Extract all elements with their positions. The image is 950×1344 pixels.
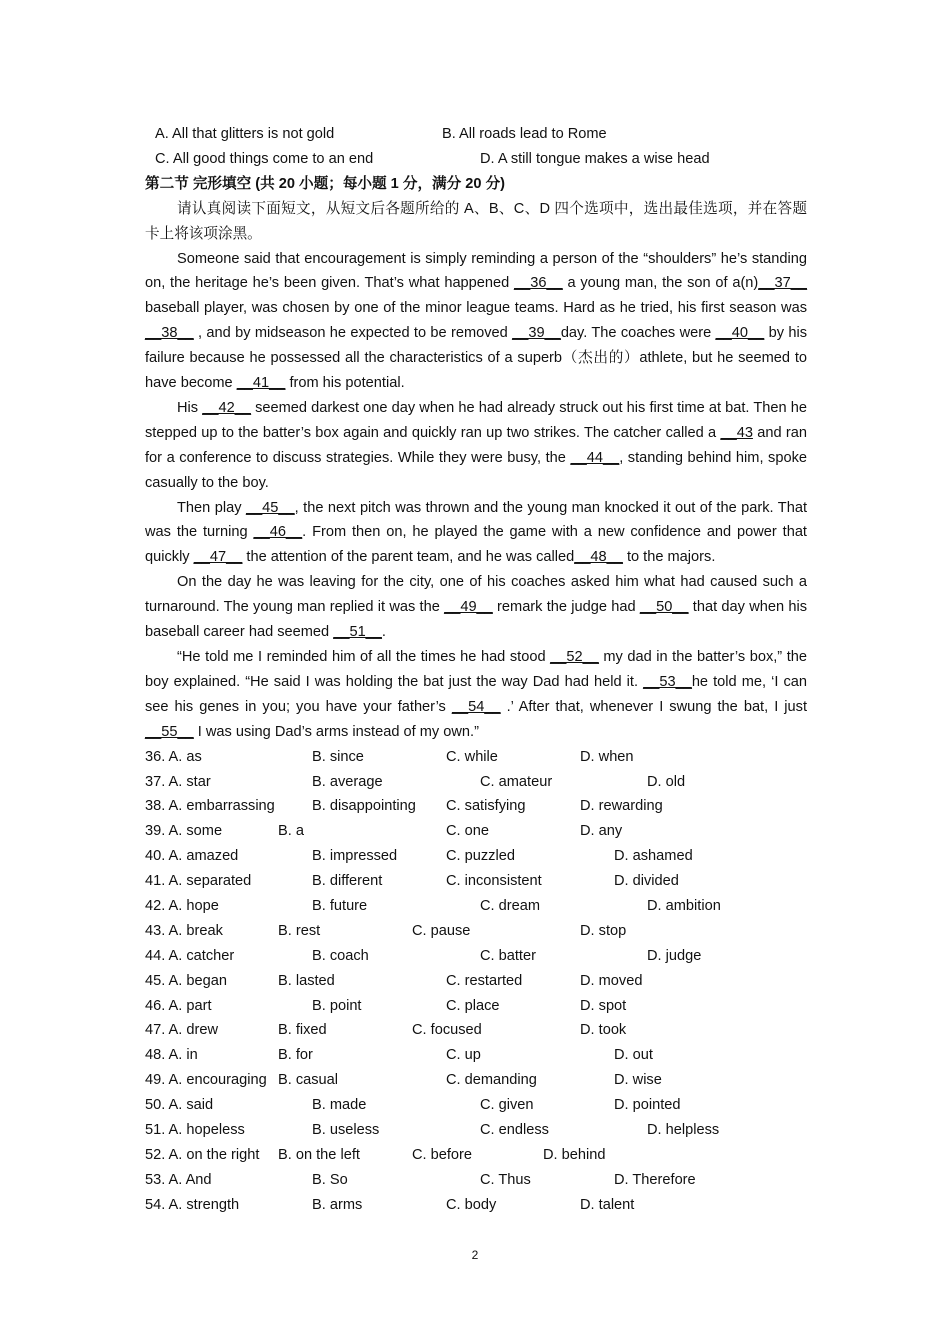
question-51: 51. A. hopeless B. useless C. endless D. helpless [145,1121,720,1138]
question-46: 46. A. part B. point C. place D. spot [145,997,627,1014]
blank-47: __47__ [193,549,243,566]
question-54: 54. A. strength B. arms C. body D. talent [145,1196,635,1213]
option-b: B. All roads lead to Rome [442,126,607,142]
section-heading: 第二节 完形填空 (共 20 小题；每小题 1 分，满分 20 分) [145,175,506,192]
question-39: 39. A. some B. a C. one D. any [145,823,623,840]
blank-37: __37__ [758,275,807,292]
question-list [145,745,807,1218]
question-52: 52. A. on the right B. on the left C. before D. behind [145,1146,606,1163]
blank-54: __54__ [451,698,501,715]
blank-41: __41__ [236,375,286,392]
question-43: 43. A. break B. rest C. pause D. stop [145,922,627,939]
question-47: 47. A. drew B. fixed C. focused D. took [145,1022,627,1039]
option-c: C. All good things come to an end [155,150,374,167]
exam-page [145,122,807,1218]
question-42: 42. A. hope B. future C. dream D. ambition [145,897,721,914]
prev-options-row-2 [145,147,807,172]
question-44: 44. A. catcher B. coach C. batter D. judge [145,947,702,964]
passage-paragraph-5: “He told me I reminded him of all the times he had stood __52__ my dad in the batter’s box,” the boy explained. “He said I was holding the bat just the way Dad had held it. __53__he told me, ‘I can see his genes in you; you have your father’s __54__ .’ After that, whenever I swung the bat, I just __55__ I was using Dad’s arms instead of my own.” [145,649,808,740]
blank-53: __53__ [643,673,692,690]
blank-44: __44__ [570,449,620,466]
passage-paragraph-1: Someone said that encouragement is simply reminding a person of the “shoulders” he’s standing on, the heritage he’s been given. That’s what happened __36__ a young man, the son of a(n)__37__ baseball player, was chosen by one of the minor league teams. Hard as he tried, his first season was __38__ , and by midseason he expected to be removed __39__day. The coaches were __40__ by his failure because he possessed all the characteristics of a superb（杰出的）athlete, but he seemed to have become __41__ from his potential. [145,250,807,392]
blank-42: __42__ [202,399,251,416]
instructions: 请认真阅读下面短文，从短文后各题所给的 A、B、C、D 四个选项中，选出最佳选项，并在答题卡上将该项涂黑。 [145,200,807,242]
page-number: 2 [471,1248,479,1262]
blank-43: __43 [720,424,753,441]
blank-50: __50__ [639,599,689,616]
question-37: 37. A. star B. average C. amateur D. old [145,773,686,790]
blank-49: __49__ [444,599,493,616]
blank-40: __40__ [715,325,765,342]
question-50: 50. A. said B. made C. given D. pointed [145,1097,681,1114]
blank-48: __48__ [574,549,623,566]
question-53: 53. A. And B. So C. Thus D. Therefore [145,1171,696,1188]
blank-39: __39__ [512,325,561,342]
option-d: D. A still tongue makes a wise head [480,150,710,167]
prev-options-row-1 [145,122,807,147]
question-49: 49. A. encouraging B. casual C. demanding D. wise [145,1072,662,1089]
blank-36: __36__ [514,275,563,292]
question-45: 45. A. began B. lasted C. restarted D. moved [145,972,643,989]
blank-55: __55__ [145,723,194,740]
blank-45: __45__ [245,499,295,516]
question-40: 40. A. amazed B. impressed C. puzzled D. ashamed [145,848,693,865]
blank-38: __38__ [145,325,194,342]
blank-46: __46__ [253,524,303,541]
question-48: 48. A. in B. for C. up D. out [145,1047,653,1064]
option-a: A. All that glitters is not gold [155,126,335,142]
passage-paragraph-2: His __42__ seemed darkest one day when he had already struck out his first time at bat. Then he stepped up to the batter’s box again and quickly ran up two strikes. The catcher called a __43 and ran for a conference to discuss strategies. While they were busy, the __44__, standing behind him, spoke casually to the boy. [145,399,808,491]
passage-paragraph-4: On the day he was leaving for the city, one of his coaches asked him what had caused such a turnaround. The young man replied it was the __49__ remark the judge had __50__ that day when his baseball career had seemed __51__. [145,574,807,641]
blank-52: __52__ [550,649,599,665]
blank-51: __51__ [333,624,382,641]
passage-paragraph-3: Then play __45__, the next pitch was thrown and the young man knocked it out of the park. That was the turning __46__. From then on, he played the game with a new confidence and power that quickly __47__ the attention of the parent team, and he was called__48__ to the majors. [145,499,807,566]
question-38: 38. A. embarrassing B. disappointing C. satisfying D. rewarding [145,798,663,815]
question-36: 36. A. as B. since C. while D. when [145,748,634,765]
question-41: 41. A. separated B. different C. inconsistent D. divided [145,873,679,890]
